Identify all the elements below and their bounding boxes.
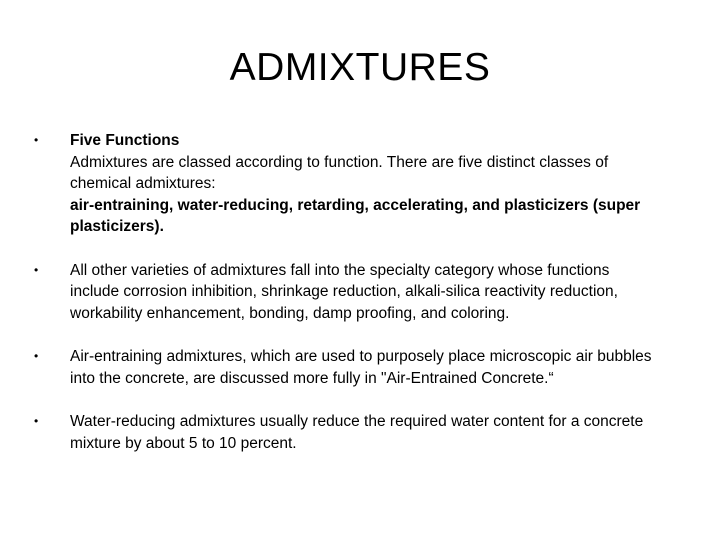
bullet-text: Admixtures are classed according to function. There are five distinct classes of chemical admixtures: — [70, 153, 609, 192]
bullet-list — [0, 130, 720, 476]
bullet-marker: • — [34, 414, 39, 428]
bullet-text: Air-entraining admixtures, which are used to purposely place microscopic air bubbles into the concrete, are discussed more fully in "Air-Entrained Concrete.“ — [70, 348, 652, 387]
bullet-bold-text: air-entraining, water-reducing, retarding, accelerating, and plasticizers (super plasticizers). — [70, 196, 641, 235]
bullet-text: Water-reducing admixtures usually reduce the required water content for a concrete mixture by about 5 to 10 percent. — [70, 413, 644, 452]
bullet-marker: • — [34, 349, 39, 363]
bullet-marker: • — [34, 262, 39, 277]
bullet-heading: Five Functions — [70, 132, 180, 149]
bullet-specialty — [0, 260, 720, 325]
bullet-text: All other varieties of admixtures fall into the specialty category whose functions include corrosion inhibition, shrinkage reduction, alkali-silica reactivity reduction, workability enhancement, bonding, damp proofing, and coloring. — [70, 261, 618, 322]
bullet-water-reducing — [0, 411, 720, 454]
bullet-air-entraining — [0, 346, 720, 389]
slide-title: ADMIXTURES — [229, 46, 491, 89]
bullet-five-functions — [0, 130, 720, 238]
bullet-marker: • — [34, 133, 39, 147]
